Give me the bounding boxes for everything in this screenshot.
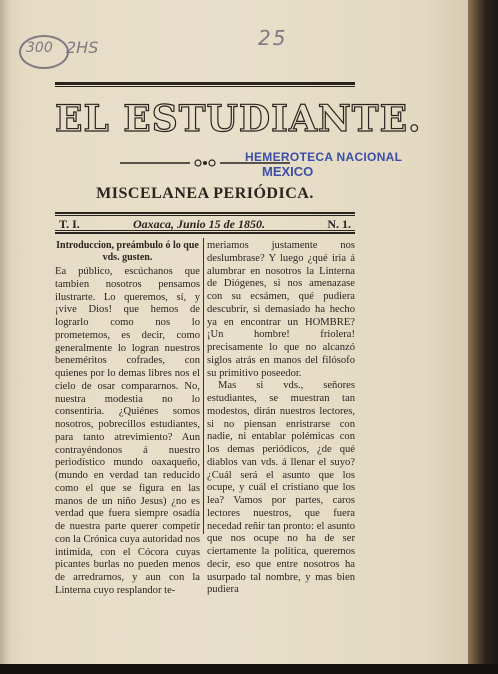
library-stamp-line2: MEXICO [262,164,314,179]
volume-label: T. I. [59,217,80,231]
article-paragraph: meriamos justamente nos deslumbrase? Y luego ¿qué iria á alumbrar en nosotros la Linterna de Diógenes, si nos amenazase con su ecsámen, qué pudiera descubrir, si demasiado ha hecho ya en encontrar un HOMBRE? ¡Un hombre! friolera! precisamente lo que no alcanzó siglos atrás en manos del filósofo su primitivo poseedor. [207,240,355,379]
newspaper-subtitle: MISCELANEA PERIÓDICA. [96,185,314,202]
date-bar [55,212,355,234]
library-stamp-line1: HEMEROTECA NACIONAL [245,150,403,164]
newspaper-masthead: EL ESTUDIANTE. [55,98,422,140]
top-thin-rule [55,86,355,87]
article-heading: Introduccion, preámbulo ó lo que vds. gusten. [56,240,199,263]
article-column-left [55,240,200,598]
pencil-number-circled: 300 [26,40,53,56]
dateline: Oaxaca, Junio 15 de 1850. [133,217,265,231]
article-paragraph: Mas si vds., señores estudiantes, se muestran tan modestos, dirán nuestros lectores, si no piensan enristrarse con nadie, ni entablar polémicas con los demas periódicos, ¿de qué diablos van vds. á llenar el suyo? ¿Cuál será el asunto que los ocupe, y cuál el cristiano que los lea? Vamos por partes, caros lectores nuestros, que fuera necedad reñir tan pronto: el asunto que nos ocupe no ha de ser ciertamente la política, queremos decir, eso que entre nosotros ha usurpado tal nombre, y mas bien pudiera [207,380,355,596]
column-divider [203,238,204,534]
issue-number: N. 1. [327,217,351,231]
pencil-page-number: 25 [258,26,288,50]
binding-spine [0,0,10,664]
article-paragraph: Ea público, escúchanos que tambien nosotros pensamos ilustrarte. Lo queremos, sí, y ¡vive Dios! que hemos de lograrlo como nos lo prometemos, es decir, como generalmente lo logran nuestros beneméritos cofrades, con quienes por lo demas libres nos el cielo de osar compararnos. No, nuestra modestia no lo consentiria. ¿Quiénes somos nosotros, pobrecillos estudiantes, para tanto atrevimiento? Aun contrayéndonos á nuestro periodístico mundo oaxaqueño, (mundo en verdad tan reducido como el que se figura en las manos de un niño Jesus) ¿no es verdad que fuera siempre osadía de nuestra parte querer competir con la Crónica cuya autoridad nos intimida, con el Cócora cuyas picantes burlas no pueden menos de arredrarnos, y aun con la Linterna cuyo resplandor te- [55,266,200,596]
bottom-shadow [0,664,498,674]
page-edge-shadow [468,0,498,674]
article-column-right [207,240,355,597]
top-thick-rule [55,82,355,85]
pencil-catalog-mark: 2HS [66,38,99,57]
